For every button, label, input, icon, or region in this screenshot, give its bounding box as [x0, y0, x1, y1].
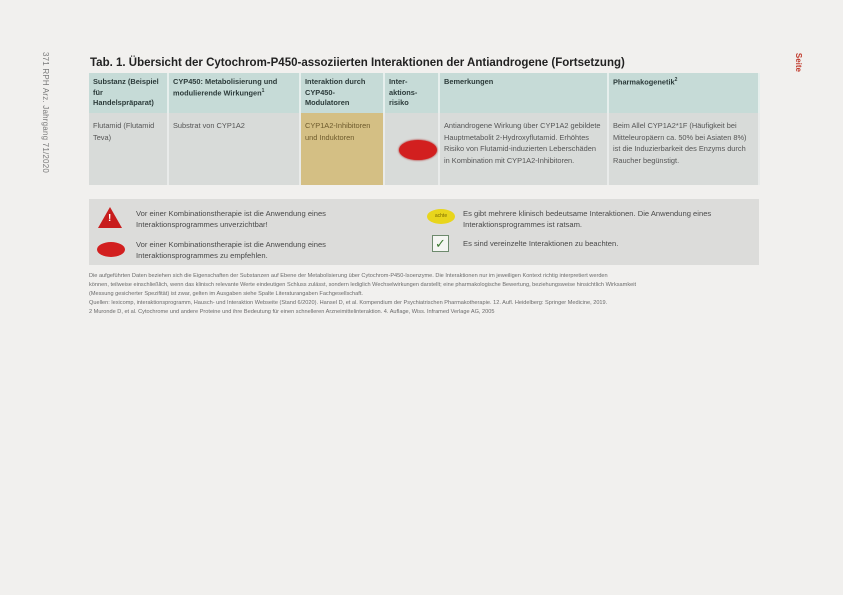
header-remarks: Bemerkungen: [439, 73, 608, 113]
footnote-line: 2 Muronde D, et al. Cytochrome und andere Proteine und ihre Bedeutung für einen schnelleren Arzneimittelinteraktion. 4. Auflage, Wiss. Inframed Verlage AG, 2005: [89, 308, 495, 315]
footnote-line: Quellen: lexicomp, interaktionsprogramm, Hausch- und Interaktion Webseite (Stand 6/2020). Hansel D, et al. Kompendium der Psychiatrischen Pharmakotherapie. 12. Aufl. Heidelberg: Springer Medicine, 2019.: [89, 299, 608, 306]
cell-cyp: Substrat von CYP1A2: [168, 113, 300, 185]
legend-red-stop-text: Vor einer Kombinationstherapie ist die Anwendung eines Interaktionsprogrammes zu empfehlen.: [136, 240, 326, 261]
cell-substance: Flutamid (Flutamid Teva): [89, 113, 168, 185]
cell-remarks: Antiandrogene Wirkung über CYP1A2 gebildete Hauptmetabolit 2-Hydroxyflutamid. Erhöhtes Risiko von Flutamid-induzierten Leberschäden in Kombination mit CYP1A2-Inhibitoren.: [439, 113, 608, 185]
red-stop-icon: [97, 242, 125, 257]
table-header-row: [89, 73, 759, 113]
footnote-line: können, teilweise einschließlich, wenn das klinisch relevante Werte eindeutigen Schluss zulässt, sondern lediglich Wechselwirkungen darstellt; eine pharmakologische Bewertung, beziehungsweise hinsichtlich Wirksamkeit: [89, 281, 637, 288]
header-risk: Inter-aktions-risiko: [384, 73, 439, 113]
legend-box: [89, 199, 759, 265]
cell-risk: [384, 113, 439, 185]
header-substance: Substanz (Beispiel für Handelspräparat): [89, 73, 168, 113]
cell-interaction: CYP1A2-Inhibitoren und Induktoren: [300, 113, 384, 185]
journal-margin-note: 371 RPH Arz. Jahrgang 71/2020: [41, 52, 50, 173]
yellow-warn-icon: achte: [427, 209, 455, 224]
legend-red-triangle-text: Vor einer Kombinationstherapie ist die Anwendung eines Interaktionsprogrammes unverzichtbar!: [136, 209, 326, 230]
cell-pharmacogenetics: Beim Allel CYP1A2*1F (Häufigkeit bei Mitteleuropäern ca. 50% bei Asiaten 8%) ist die Induzierbarkeit des Enzyms durch Raucher begünstigt.: [608, 113, 759, 185]
footnote-line: (Messung gesicherter Spezifität) ist zwar, gelten im Ausgaben siehe Spalte Literaturangaben Fachgesellschaft.: [89, 290, 363, 297]
red-stop-risk-icon: [399, 140, 437, 160]
legend-yellow-text: Es gibt mehrere klinisch bedeutsame Interaktionen. Die Anwendung eines Interaktionsprogrammes ist ratsam.: [463, 209, 712, 230]
table-row: [89, 113, 759, 185]
page-side-label: Seite: [794, 52, 803, 72]
footnote-line: Die aufgeführten Daten beziehen sich die Eigenschaften der Substanzen auf Ebene der Metabolisierung über Cytochrom-P450-Isoenzyme. Die Interaktionen nur im jeweiligen Kontext richtig interpretiert werden: [89, 273, 608, 279]
exclamation-icon: !: [108, 213, 112, 224]
interaction-table: [89, 73, 760, 185]
header-interaction: Interaktion durch CYP450-Modulatoren: [300, 73, 384, 113]
footnotes: [89, 272, 761, 317]
header-pharmacogenetics: Pharmakogenetik$^2$: [608, 73, 759, 113]
green-check-icon: ✓: [432, 235, 449, 252]
table-title: Tab. 1. Übersicht der Cytochrom-P450-assoziierten Interaktionen der Antiandrogene (Fortsetzung): [90, 57, 625, 69]
legend-green-text: Es sind vereinzelte Interaktionen zu beachten.: [463, 239, 619, 248]
header-cyp: CYP450: Metabolisierung und modulierende Wirkungen$^1$: [168, 73, 300, 113]
